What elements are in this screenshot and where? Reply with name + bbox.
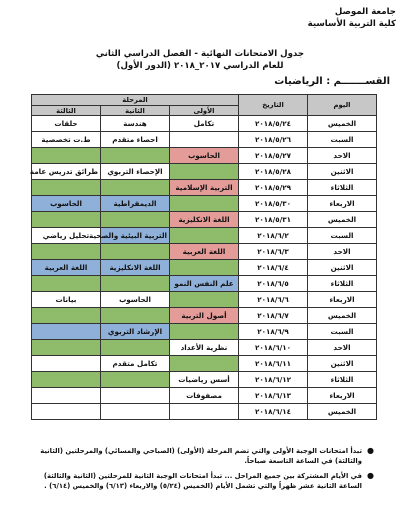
third-stage-cell: اللغة العربية [32,260,101,276]
second-stage-cell [101,180,170,196]
second-stage-cell [101,340,170,356]
bullet-icon: ● [367,446,374,455]
table-row [32,244,377,260]
row-date: ٢٠١٨/٥/٢٨ [239,164,308,180]
third-stage-cell: حلقات [32,116,101,132]
second-stage-cell [101,244,170,260]
row-day: الخميس [308,116,377,132]
table-row [32,116,377,132]
header-first: الأولى [170,106,239,116]
schedule-title [80,48,320,72]
second-stage-cell [101,276,170,292]
third-stage-cell: الحاسوب [32,196,101,212]
second-stage-cell: اللغة الانكليزية [101,260,170,276]
first-stage-cell: أصول التربية [170,308,239,324]
notes-section [28,446,374,496]
third-stage-cell [32,388,101,404]
row-day: الثلاثاء [308,372,377,388]
row-date: ٢٠١٨/٦/٧ [239,308,308,324]
row-date: ٢٠١٨/٦/٩ [239,324,308,340]
table-row [32,180,377,196]
row-date: ٢٠١٨/٦/٥ [239,276,308,292]
first-stage-cell: اللغة الانكليزية [170,212,239,228]
row-day: الخميس [308,212,377,228]
header-second: الثانية [101,106,170,116]
row-day: الاحد [308,244,377,260]
row-day: الاربعاء [308,388,377,404]
first-stage-cell: اللغة العربية [170,244,239,260]
row-date: ٢٠١٨/٦/١٠ [239,340,308,356]
college-name: كلية التربية الأساسية [307,19,396,29]
second-stage-cell: احصاء متقدم [101,132,170,148]
table-row [32,324,377,340]
row-day: الخميس [308,308,377,324]
second-stage-cell: الديمقراطية [101,196,170,212]
row-date: ٢٠١٨/٦/٣ [239,244,308,260]
row-date: ٢٠١٨/٦/٦ [239,292,308,308]
second-stage-cell: الإرشاد التربوي [101,324,170,340]
row-day: الاربعاء [308,292,377,308]
row-day: الخميس [308,404,377,420]
first-stage-cell: علم النفس النمو [170,276,239,292]
row-day: الاثنين [308,260,377,276]
table-row [32,388,377,404]
first-stage-cell [170,196,239,212]
first-stage-cell: الحاسوب [170,148,239,164]
first-stage-cell [170,404,239,420]
row-date: ٢٠١٨/٦/١١ [239,356,308,372]
first-stage-cell [170,292,239,308]
row-day: الاحد [308,340,377,356]
row-date: ٢٠١٨/٦/١٢ [239,372,308,388]
second-stage-cell [101,148,170,164]
row-date: ٢٠١٨/٦/٤ [239,260,308,276]
second-stage-cell [101,212,170,228]
second-stage-cell: الحاسوب [101,292,170,308]
first-stage-cell: مصفوفات [170,388,239,404]
table-row [32,164,377,180]
third-stage-cell [32,340,101,356]
second-stage-cell: تكامل متقدم [101,356,170,372]
row-date: ٢٠١٨/٥/٣٠ [239,196,308,212]
row-date: ٢٠١٨/٦/٢ [239,228,308,244]
third-stage-cell [32,244,101,260]
row-date: ٢٠١٨/٥/٢٦ [239,132,308,148]
row-date: ٢٠١٨/٥/٢٩ [239,180,308,196]
row-day: الثلاثاء [308,276,377,292]
table-row [32,308,377,324]
table-row [32,276,377,292]
table-row [32,212,377,228]
row-date: ٢٠١٨/٦/١٤ [239,404,308,420]
row-day: الاثنين [308,164,377,180]
header-stage: المرحلة [32,95,239,106]
third-stage-cell [32,324,101,340]
table-row [32,404,377,420]
second-stage-cell: التربية البيئية والصحية [101,228,170,244]
third-stage-cell [32,308,101,324]
row-day: الاحد [308,148,377,164]
first-stage-cell: تكامل [170,116,239,132]
first-stage-cell [170,260,239,276]
row-date: ٢٠١٨/٥/٢٤ [239,116,308,132]
note-item [28,446,374,466]
institution-header [200,6,396,30]
table-row [32,132,377,148]
third-stage-cell [32,356,101,372]
row-date: ٢٠١٨/٦/١٣ [239,388,308,404]
row-day: الثلاثاء [308,180,377,196]
first-stage-cell: أسس رياضيات [170,372,239,388]
first-stage-cell [170,356,239,372]
third-stage-cell: بيانات [32,292,101,308]
third-stage-cell: ط.ت تخصصية [32,132,101,148]
table-row [32,148,377,164]
header-third: الثالثة [32,106,101,116]
bullet-icon: ● [367,471,374,480]
table-row [32,260,377,276]
table-row [32,356,377,372]
row-day: الاربعاء [308,196,377,212]
first-stage-cell [170,324,239,340]
table-row [32,292,377,308]
third-stage-cell [32,404,101,420]
first-stage-cell: التربية الإسلامية [170,180,239,196]
header-date: التاريخ [239,95,308,116]
second-stage-cell [101,404,170,420]
second-stage-cell [101,372,170,388]
row-date: ٢٠١٨/٥/٣١ [239,212,308,228]
header-day: اليوم [308,95,377,116]
row-day: الاثنين [308,356,377,372]
first-stage-cell [170,228,239,244]
table-row [32,372,377,388]
third-stage-cell [32,148,101,164]
department-label: القســـــــم : الرياضيات [274,76,390,87]
third-stage-cell [32,212,101,228]
third-stage-cell: تحليل رياضي [32,228,101,244]
row-day: السبت [308,132,377,148]
second-stage-cell: الإحصاء التربوي [101,164,170,180]
note-item [28,471,374,491]
table-row [32,228,377,244]
row-day: السبت [308,228,377,244]
note-text: تبدأ امتحانات الوجبة الأولى والتي تضم المرحلة (الأولى) (الصباحي والمسائي) والمرحلتين (الثانية والثالثة) في الساعة التاسعة صباحاً. [40,447,362,465]
table-row [32,196,377,212]
table-row [32,340,377,356]
note-text: في الأيام المشتركة بين جميع المراحل ... تبدأ امتحانات الوجبة الثانية للمرحلتين (الثانية والثالثة) الساعة الثانية عشر ظهراً والتي تشمل الأيام (الخميس (٥/٢٤) والاربعاء (٦/١٣) والخميس (٦/١٤) . [43,472,362,490]
third-stage-cell [32,276,101,292]
university-name: جامعة الموصل [334,7,396,17]
third-stage-cell: طرائق تدريس عامة [32,164,101,180]
first-stage-cell [170,132,239,148]
title-line-2: للعام الدراسي ٢٠١٧_٢٠١٨ (الدور الأول) [116,61,284,71]
exam-table [31,94,377,420]
third-stage-cell [32,372,101,388]
second-stage-cell [101,388,170,404]
second-stage-cell: هندسة [101,116,170,132]
second-stage-cell [101,308,170,324]
first-stage-cell [170,164,239,180]
title-line-1: جدول الامتحانات النهائية - الفصل الدراسي الثاني [95,49,305,59]
first-stage-cell: نظرية الأعداد [170,340,239,356]
row-day: السبت [308,324,377,340]
third-stage-cell [32,180,101,196]
row-date: ٢٠١٨/٥/٢٧ [239,148,308,164]
